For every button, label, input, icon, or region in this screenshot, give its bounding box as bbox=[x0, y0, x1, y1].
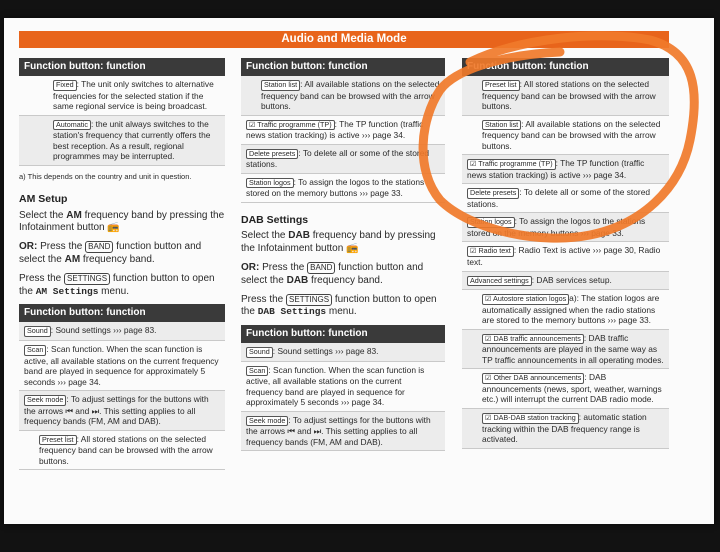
table-row bbox=[462, 369, 669, 409]
function-key: Delete presets bbox=[467, 188, 519, 199]
menu-name: DAB Settings bbox=[257, 306, 327, 318]
row-text: : To adjust settings for the buttons with the arrows ⏮ and ⏭. This setting applies to all frequency bands (FM, AM and DAB). bbox=[24, 394, 209, 427]
row-text: : Radio Text is active ››› page 30, Radio text. bbox=[467, 245, 661, 268]
column-left bbox=[19, 58, 225, 470]
paragraph: Select the DAB frequency band by pressing the Infotainment button 📻 bbox=[241, 230, 436, 255]
table-row bbox=[241, 116, 445, 145]
row-text: : All stored stations on the selected frequency band can be browsed with the arrow buttons. bbox=[39, 433, 213, 466]
function-key: Preset list bbox=[482, 80, 520, 91]
table-row bbox=[241, 343, 445, 362]
table-header: Function button: function bbox=[241, 58, 445, 76]
dab-settings-heading: DAB Settings bbox=[241, 213, 309, 226]
paragraph: Press the SETTINGS function button to open the AM Settings menu. bbox=[19, 272, 215, 297]
table-header: Function button: function bbox=[19, 304, 225, 322]
function-key: ☑ Traffic programme (TP) bbox=[246, 120, 335, 131]
row-text: : To assign the logos to the stations stored on the memory buttons ››› page 33. bbox=[246, 176, 425, 199]
table-row bbox=[462, 155, 669, 184]
settings-button: SETTINGS bbox=[64, 273, 110, 285]
column-right bbox=[462, 58, 669, 449]
table-row bbox=[19, 341, 225, 391]
function-key: Station list bbox=[482, 120, 521, 131]
row-text: : DAB traffic announcements are played in the same way as TP traffic announcements in all operating modes. bbox=[482, 332, 664, 365]
function-key: Sound bbox=[246, 347, 273, 358]
table-row bbox=[19, 76, 225, 116]
function-key: ☑ DAB-DAB station tracking bbox=[482, 413, 579, 424]
function-key: Advanced settings bbox=[467, 276, 532, 287]
function-key: Station logos bbox=[246, 178, 294, 189]
row-text: : DAB announcements (news, sport, weather, warnings etc.) will interrupt the current DAB radio mode. bbox=[482, 372, 662, 405]
manual-page bbox=[4, 18, 714, 524]
footnote: a) This depends on the country and unit in question. bbox=[19, 171, 192, 181]
row-text: : All available stations on the selected frequency band can be browsed with the arrow buttons. bbox=[261, 79, 440, 112]
function-key: ☑ Traffic programme (TP) bbox=[467, 159, 556, 170]
row-text: : To delete all or some of the stored stations. bbox=[246, 147, 430, 170]
table-row bbox=[462, 290, 669, 330]
table-row bbox=[241, 362, 445, 412]
row-text: : All available stations on the selected frequency band can be browsed with the arrow buttons. bbox=[482, 118, 661, 151]
function-key: ☑ Radio text bbox=[467, 246, 514, 257]
function-key: Automatic bbox=[53, 120, 91, 131]
function-key: ☑ Autostore station logos bbox=[482, 294, 569, 305]
function-key: Scan bbox=[24, 345, 46, 356]
paragraph: Select the AM frequency band by pressing the Infotainment button 📻 bbox=[19, 209, 225, 234]
table-row bbox=[462, 184, 669, 213]
row-text: : The TP function (traffic news station tracking) is active ››› page 34. bbox=[246, 118, 424, 141]
function-key: ☑ Other DAB announcements bbox=[482, 373, 584, 384]
band-button: BAND bbox=[85, 241, 113, 253]
table-row bbox=[19, 116, 225, 166]
row-text: : All stored stations on the selected frequency band can be browsed with the arrow buttons. bbox=[482, 79, 656, 112]
menu-name: AM Settings bbox=[35, 285, 99, 297]
row-text: : Sound settings ››› page 83. bbox=[50, 325, 157, 336]
function-key: Sound bbox=[24, 326, 51, 337]
function-key: Delete presets bbox=[246, 149, 298, 160]
table-header: Function button: function bbox=[462, 58, 669, 76]
table-row bbox=[19, 391, 225, 431]
paragraph: OR: Press the BAND function button and select the DAB frequency band. bbox=[241, 261, 424, 286]
section-banner: Audio and Media Mode bbox=[19, 31, 669, 48]
table-header: Function button: function bbox=[19, 58, 225, 76]
paragraph: Press the SETTINGS function button to open the DAB Settings menu. bbox=[241, 293, 437, 318]
band-button: BAND bbox=[307, 262, 335, 274]
row-text: : To delete all or some of the stored stations. bbox=[467, 187, 651, 209]
function-key: Seek mode bbox=[24, 395, 66, 406]
row-text: : the unit always switches to the station's frequency that currently offers the best reception. As a result, regional programmes may be interrupted. bbox=[53, 118, 211, 162]
settings-button: SETTINGS bbox=[286, 294, 332, 306]
table-row bbox=[19, 322, 225, 341]
table-row bbox=[19, 431, 225, 471]
row-text: a): The station logos are automatically assigned when the radio stations are stored to the memory buttons ››› page 33. bbox=[482, 293, 660, 326]
row-text: : Scan function. When the scan function is active, all available stations on the current frequency band are played in sequence for approximately 5 seconds ››› page 34. bbox=[246, 364, 425, 408]
radio-icon: 📻 bbox=[346, 243, 359, 255]
am-setup-heading: AM Setup bbox=[19, 193, 68, 206]
table-row bbox=[241, 145, 445, 174]
row-text: : The unit only switches to alternative frequencies for the selected station if the same regional service is being broadcast. bbox=[53, 79, 214, 112]
table-row bbox=[241, 174, 445, 203]
table-row bbox=[462, 409, 669, 449]
function-key: Seek mode bbox=[246, 416, 288, 427]
function-key: ☑ DAB traffic announcements bbox=[482, 334, 584, 345]
table-row bbox=[462, 76, 669, 116]
column-middle bbox=[241, 58, 445, 451]
row-text: : The TP function (traffic news station tracking) is active ››› page 34. bbox=[467, 158, 645, 180]
table-header: Function button: function bbox=[241, 325, 445, 343]
paragraph: OR: Press the BAND function button and select the AM frequency band. bbox=[19, 241, 202, 266]
table-row bbox=[462, 242, 669, 271]
radio-icon: 📻 bbox=[107, 222, 120, 234]
function-key: Scan bbox=[246, 366, 268, 377]
table-row bbox=[241, 412, 445, 452]
table-row bbox=[462, 272, 669, 291]
row-text: : Sound settings ››› page 83. bbox=[272, 346, 379, 357]
table-row bbox=[462, 116, 669, 156]
row-text: : To assign the logos to the stations stored on the memory buttons ››› page 33. bbox=[467, 216, 646, 238]
function-key: Station list bbox=[261, 80, 300, 91]
row-text: : Scan function. When the scan function is active, all available stations on the current frequency band are played in sequence for approximately 5 seconds ››› page 34. bbox=[24, 344, 219, 387]
table-row bbox=[462, 213, 669, 242]
row-text: : automatic station tracking within the DAB frequency range is activated. bbox=[482, 411, 647, 445]
row-text: : To adjust settings for the buttons with the arrows ⏮ and ⏭. This setting applies to all frequency bands (FM, AM and DAB). bbox=[246, 414, 431, 447]
table-row bbox=[241, 76, 445, 116]
row-text: : DAB services setup. bbox=[531, 274, 612, 285]
table-row bbox=[462, 330, 669, 370]
function-key: Fixed bbox=[53, 80, 77, 91]
function-key: Preset list bbox=[39, 435, 77, 446]
function-key: Station logos bbox=[467, 217, 515, 228]
